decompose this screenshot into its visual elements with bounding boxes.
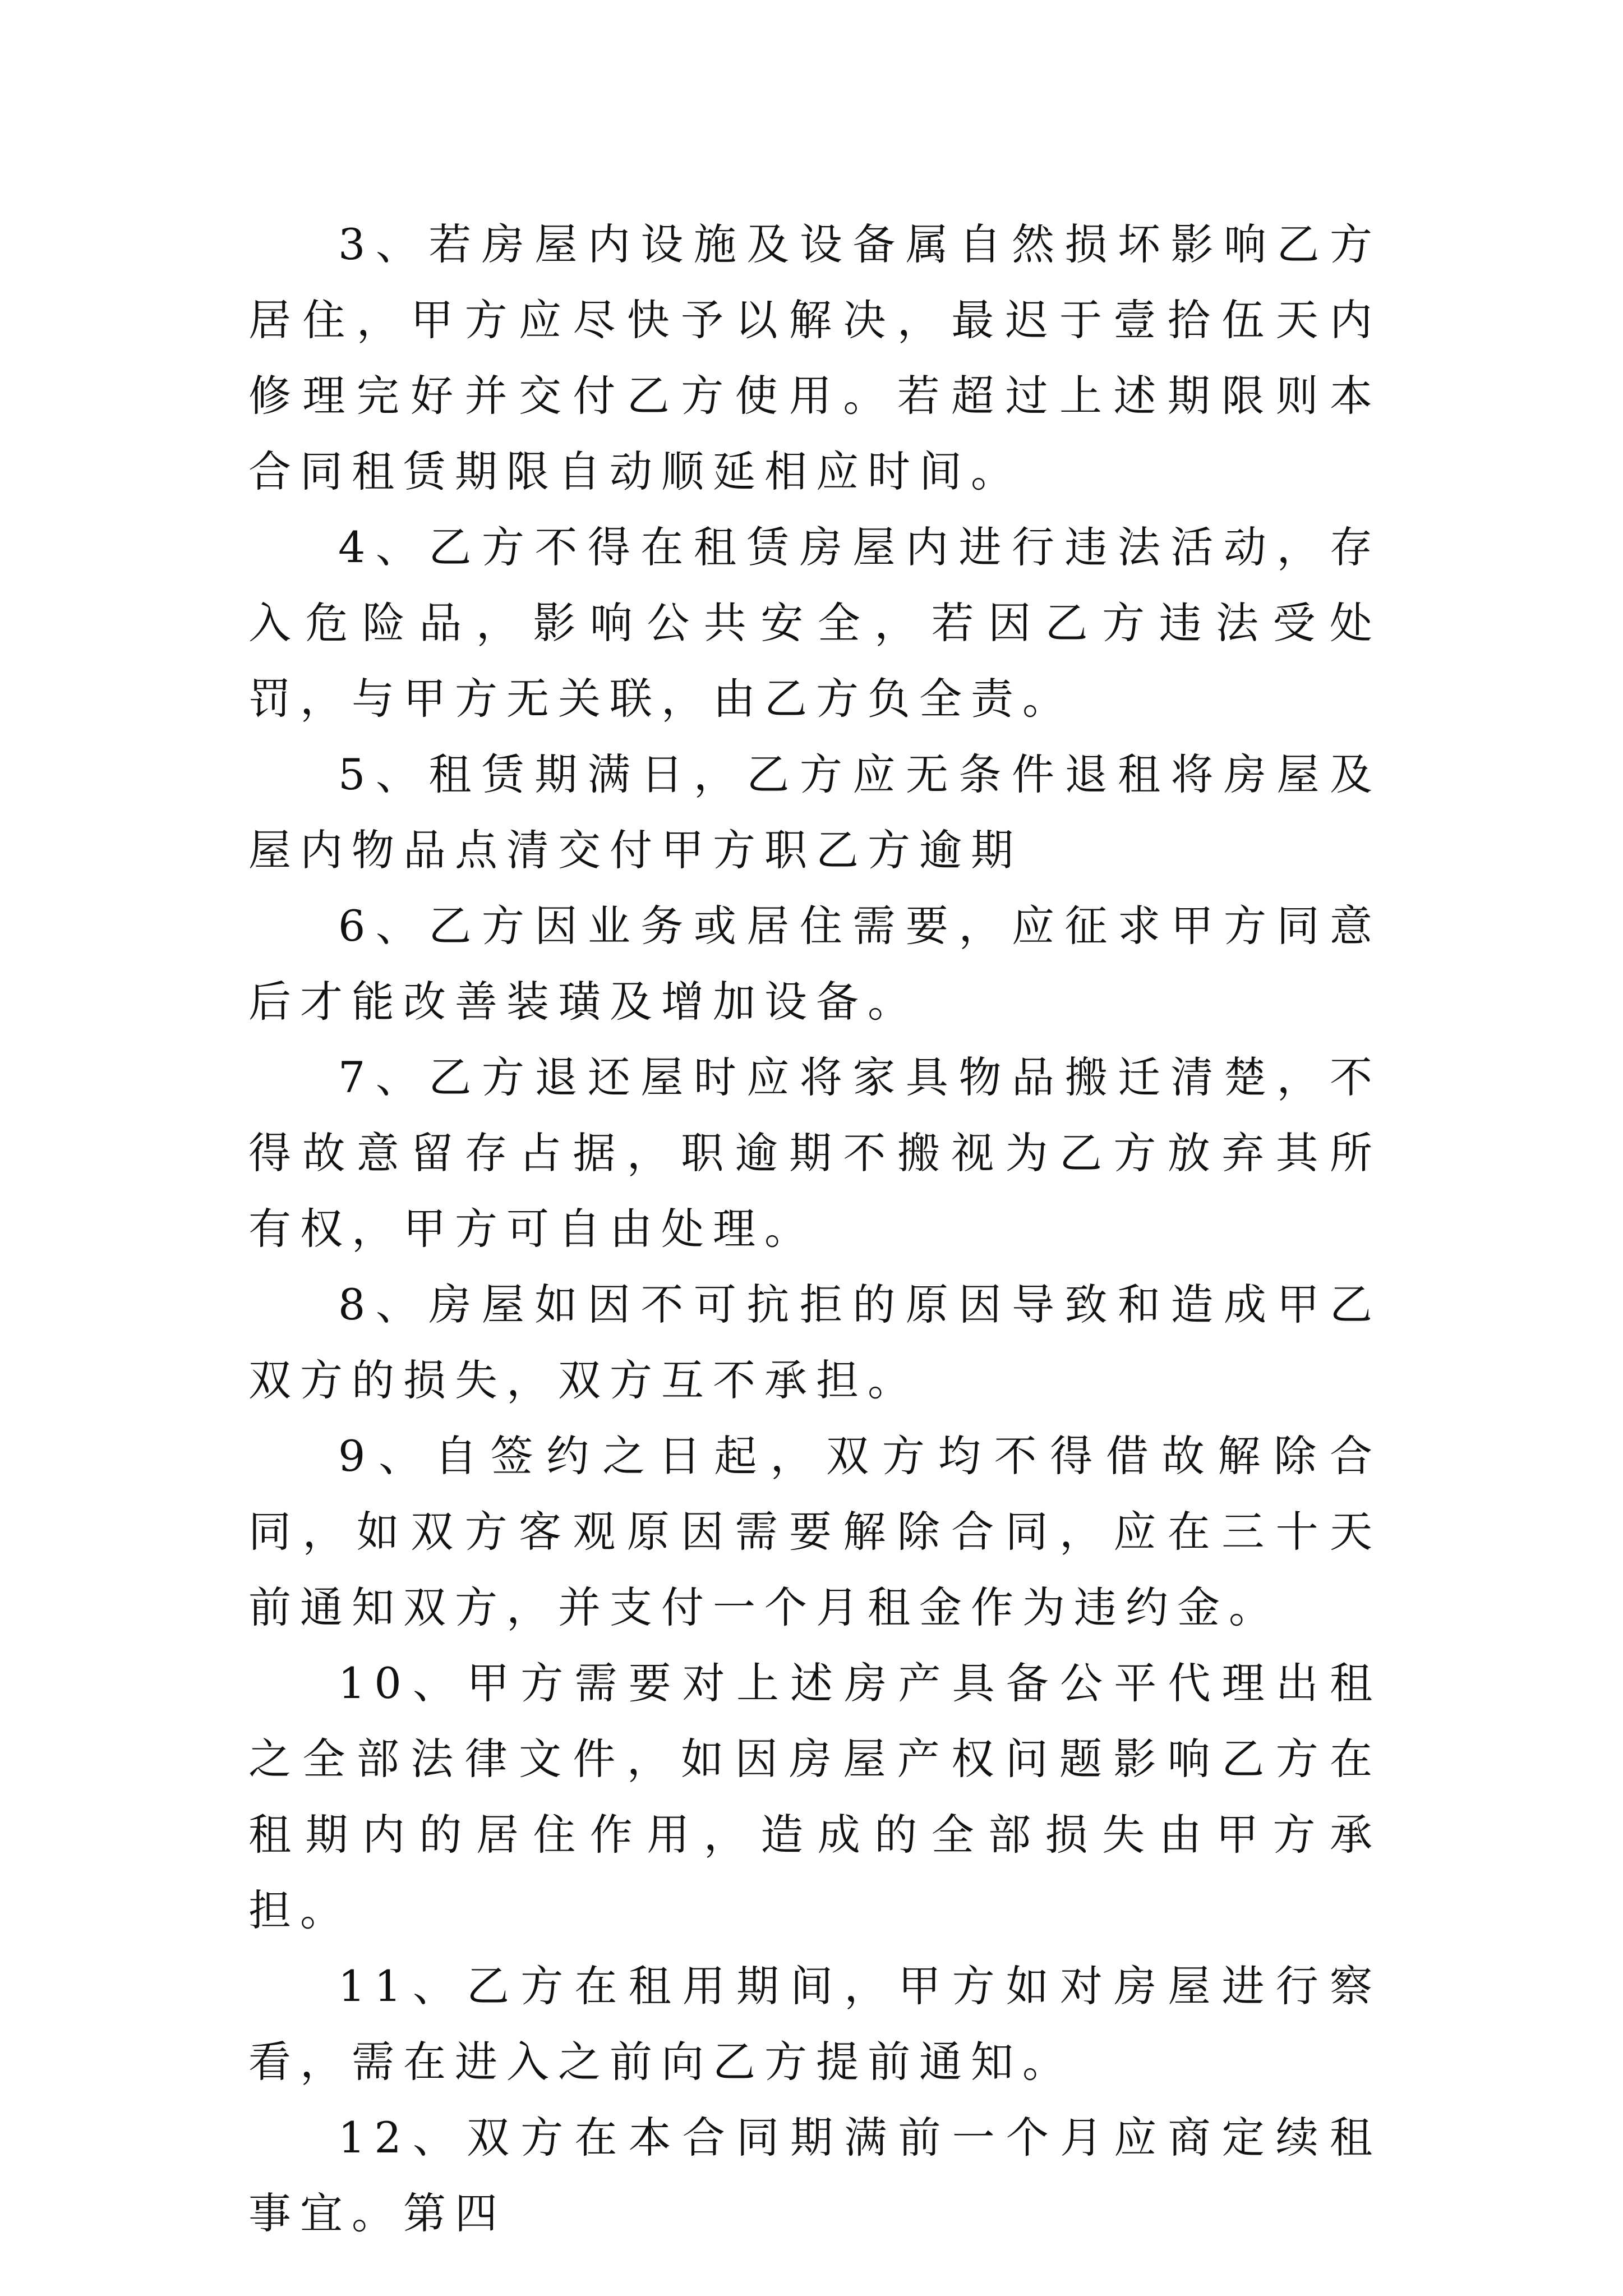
- clause-3: 3、若房屋内设施及设备属自然损坏影响乙方居住，甲方应尽快予以解决，最迟于壹拾伍天内修理完好并交付乙方使用。若超过上述期限则本合同租赁期限自动顺延相应时间。: [248, 219, 1381, 496]
- clause-6: 6、乙方因业务或居住需要，应征求甲方同意后才能改善装璜及增加设备。: [248, 901, 1381, 1027]
- clause-10: 10、甲方需要对上述房产具备公平代理出租之全部法律文件，如因房屋产权问题影响乙方在租期内的居住作用，造成的全部损失由甲方承担。: [248, 1658, 1381, 1935]
- clause-7: 7、乙方退还屋时应将家具物品搬迁清楚，不得故意留存占据，职逾期不搬视为乙方放弃其所有权，甲方可自由处理。: [248, 1052, 1381, 1254]
- clause-5: 5、租赁期满日，乙方应无条件退租将房屋及屋内物品点清交付甲方职乙方逾期: [248, 749, 1381, 875]
- clause-11: 11、乙方在租用期间，甲方如对房屋进行察看，需在进入之前向乙方提前通知。: [248, 1961, 1381, 2087]
- clause-8: 8、房屋如因不可抗拒的原因导致和造成甲乙双方的损失，双方互不承担。: [248, 1280, 1381, 1405]
- clause-12: 12、双方在本合同期满前一个月应商定续租事宜。第四: [248, 2113, 1381, 2238]
- clause-9: 9、自签约之日起，双方均不得借故解除合同，如双方客观原因需要解除合同，应在三十天前通知双方，并支付一个月租金作为违约金。: [248, 1431, 1381, 1632]
- clause-4: 4、乙方不得在租赁房屋内进行违法活动，存入危险品，影响公共安全，若因乙方违法受处罚，与甲方无关联，由乙方负全责。: [248, 522, 1381, 724]
- contract-body: [248, 206, 1381, 2251]
